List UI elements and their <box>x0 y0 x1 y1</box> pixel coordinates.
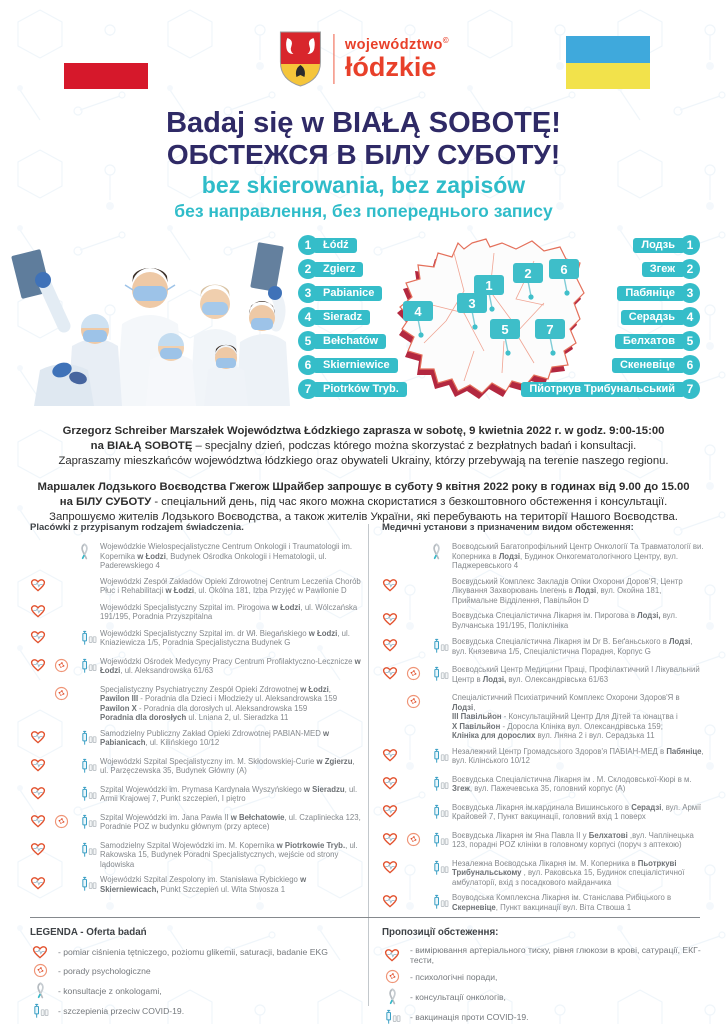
facility-description: Воєводський Центр Медицини Праці, Профілактичний І Лікувальний Центр в Лодзі, вул. Олександрівська 61/63 <box>452 665 700 684</box>
facility-item <box>30 875 364 897</box>
heart-ekg-icon <box>382 776 406 795</box>
logo-text-wojewodztwo: województwo <box>344 36 443 53</box>
city-badge <box>642 259 700 279</box>
facility-item <box>382 859 704 888</box>
legend-item <box>382 988 716 1005</box>
intro-paragraph-ua: Маршалек Лодзького Воєводства Гжегож Шрайбер запрошує в суботу 9 квітня 2022 року в годинах від 9.00 до 15.00 на БІЛУ СУБОТУ - спеціальний день, під час якого можна скористатися з безкоштовного обстеження і консультації. Запрошуємо жителів Лодзького Воєводства, а також жителів України, які перебувають на території Нашого Воєводства. <box>37 481 690 524</box>
heart-ekg-icon <box>30 630 54 649</box>
city-number: 3 <box>298 283 318 303</box>
legend-item-label: - вимірювання артеріального тиску, рівня глюкози в крові, сатурації, ЕКГ-тести, <box>410 945 701 965</box>
city-name: Pabianice <box>313 286 382 301</box>
logo-copyright-mark: © <box>442 35 450 45</box>
heart-ekg-icon <box>382 894 406 913</box>
main-title-ukrainian: ОБСТЕЖСЯ В БІЛУ СУБОТУ! <box>166 139 561 170</box>
heart-ekg-icon <box>382 666 406 685</box>
facility-item <box>382 611 704 631</box>
psychology-head-icon <box>54 658 78 678</box>
facility-description: Воєвудська Спеціалістична Лікарня ім. Пирогова в Лодзі, вул. Вулчанська 191/195, Поліклініка <box>452 611 678 630</box>
psychology-head-icon <box>382 969 402 984</box>
heart-ekg-icon <box>30 814 54 833</box>
psychology-head-icon <box>30 963 50 978</box>
legend-item-label: - konsultacje z onkologami, <box>58 985 162 996</box>
heart-ekg-icon <box>30 730 54 749</box>
city-number: 1 <box>680 235 700 255</box>
facility-description: Воєвудська Спеціалістична Лікарня ім Dr B. Беґаньського в Лодзі, вул. Князевича 1/5, Спеціалістична Порадня, Корпус G <box>452 637 693 656</box>
vaccine-syringe-icon <box>78 758 100 779</box>
oncology-ribbon-icon <box>30 982 50 999</box>
city-name: Пабяніце <box>617 286 685 301</box>
cities-map-band <box>0 228 727 406</box>
vaccine-syringe-icon <box>78 630 100 651</box>
city-name: Лодзь <box>633 238 685 253</box>
facility-item <box>382 747 704 769</box>
svg-text:7: 7 <box>546 322 554 337</box>
facility-item <box>30 841 364 870</box>
logo-divider <box>333 34 334 84</box>
facility-item <box>382 803 704 825</box>
city-name: Згеж <box>642 262 685 277</box>
facility-item <box>30 785 364 807</box>
svg-text:2: 2 <box>524 266 532 281</box>
poland-flag <box>64 36 148 89</box>
legend-item-label: - психологічні поради, <box>410 971 498 982</box>
vaccine-syringe-icon <box>430 804 452 825</box>
city-badge <box>521 379 700 399</box>
city-name: Bełchatów <box>313 334 386 349</box>
logo-wojewodztwo-lodzkie <box>278 30 449 88</box>
vaccine-syringe-icon <box>430 860 452 881</box>
lodzkie-coat-of-arms <box>278 30 322 88</box>
city-number: 6 <box>680 355 700 375</box>
vaccine-syringe-icon <box>78 786 100 807</box>
city-number: 5 <box>298 331 318 351</box>
facility-description: Wojewódzki Zespół Zakładów Opieki Zdrowotnej Centrum Leczenia Chorób Płuc i Rehabilitacji w Łodzi, ul. Okólna 181, Izba Przyjęć w Pawilonie D <box>100 576 361 595</box>
facility-description: Specjalistyczny Psychiatryczny Zespół Opieki Zdrowotnej w Łodzi, Pawilon III - Poradnia dla Dzieci i Młodzieży ul. Aleksandrowska 159 Pawilon X - Poradnia dla dorosłych ul. Aleksandrowska 159 Poradnia dla dorosłych ul. Lniana 2, ul. Sieradzka 11 <box>100 684 338 722</box>
facility-description: Samodzielny Szpital Wojewódzki im. M. Kopernika w Piotrkowie Tryb., ul. Rakowska 15, Budynek Poradni Specjalistycznych, wejście od strony lądowiska <box>100 840 358 869</box>
facility-item <box>30 813 364 835</box>
city-number: 7 <box>298 379 318 399</box>
facility-item <box>382 693 704 741</box>
heart-ekg-icon <box>382 638 406 657</box>
city-name: Łódź <box>313 238 357 253</box>
svg-text:6: 6 <box>560 262 568 277</box>
psychology-head-icon <box>54 686 78 706</box>
heart-ekg-icon <box>30 786 54 805</box>
facility-description: Szpital Wojewódzki im. Prymasa Kardynała Wyszyńskiego w Sieradzu, ul. Armii Krajowej 7, Punkt szczepień, I piętro <box>100 784 358 803</box>
city-badge <box>633 235 700 255</box>
intro-paragraph-pl: Grzegorz Schreiber Marszałek Województwa Łódzkiego zaprasza w sobotę, 9 kwietnia 2022 r. w godz. 9:00-15:00 na BIAŁĄ SOBOTĘ – specjalny dzień, podczas którego można skorzystać z bezpłatnych badań i konsultacji. Zapraszamy mieszkańców województwa łódzkiego oraz obywateli Ukrainy, którzy przebywają na terenie naszego regionu. <box>58 425 669 468</box>
city-badge <box>617 283 700 303</box>
city-list-ua <box>521 235 700 399</box>
facility-item <box>30 603 364 623</box>
city-number: 4 <box>680 307 700 327</box>
facility-item <box>30 577 364 597</box>
oncology-ribbon-icon <box>78 543 100 565</box>
legend-item-label: - pomiar ciśnienia tętniczego, poziomu glikemii, saturacji, badanie EKG <box>58 947 328 957</box>
city-badge <box>298 379 407 399</box>
city-badge <box>298 307 370 327</box>
facility-description: Szpital Wojewódzki im. Jana Pawła II w Bełchatowie, ul. Czapliniecka 123, Poradnie POZ w budynku głównym (przy aptece) <box>100 812 361 831</box>
city-name: Белхатов <box>615 334 685 349</box>
medical-team-photo <box>4 230 294 406</box>
heart-ekg-icon <box>30 578 54 597</box>
facility-description: Samodzielny Publiczny Zakład Opieki Zdrowotnej PABIAN-MED w Pabianicach, ul. Kilińskiego 10/12 <box>100 728 330 747</box>
svg-text:1: 1 <box>485 278 493 293</box>
vaccine-syringe-icon <box>430 894 452 915</box>
svg-text:5: 5 <box>501 322 509 337</box>
city-badge <box>612 355 700 375</box>
city-name: Серадзь <box>621 310 685 325</box>
facilities-section <box>0 522 727 918</box>
city-number: 3 <box>680 283 700 303</box>
legend-item <box>30 963 360 978</box>
vaccine-syringe-icon <box>430 666 452 687</box>
subtitle-polish: bez skierowania, bez zapisów <box>201 172 526 198</box>
city-badge <box>298 235 357 255</box>
facility-description: Спеціалістичний Психіатричний Комплекс Охорони Здоров'Я в Лодзі, ІІІ Павільйон - Консультаційний Центр Для Дітей та юнацтва і Х Павільйон - Доросла Клініка вул. Олександрівська 159; Клініка для дорослих вул. Лняна 2 і вул. Серадзька 11 <box>452 693 680 740</box>
vaccine-syringe-icon <box>78 842 100 863</box>
city-number: 4 <box>298 307 318 327</box>
main-title-polish: Badaj się w BIAŁĄ SOBOTĘ! <box>166 107 561 139</box>
vaccine-syringe-icon <box>382 1009 402 1024</box>
legend-ua-title: Пропозиції обстеження: <box>382 927 499 938</box>
vaccine-syringe-icon <box>78 876 100 897</box>
legend-item <box>30 1003 360 1019</box>
legend-pl-title: LEGENDA - Oferta badań <box>30 927 147 938</box>
city-number: 2 <box>680 259 700 279</box>
facility-item <box>382 637 704 659</box>
vaccine-syringe-icon <box>430 832 452 853</box>
city-number: 1 <box>298 235 318 255</box>
facility-item <box>382 893 704 915</box>
facility-description: Воєвудський Комплекс Закладів Опіки Охорони Доров'Я, Центр Лікування Захворювань Ілегень в Лодзі, вул. Окойна 181, Приймальне Відділення, Павільйон D <box>452 576 683 605</box>
facility-description: Воєводський Багатопрофільний Центр Онкології Та Травматології ви. Коперника в Лодзі, Будинок Онкогематологічного Центру, вул. Паджеревського 4 <box>452 542 704 570</box>
city-name: Пйотркув Трибунальський <box>521 382 685 397</box>
city-badge <box>615 331 700 351</box>
city-badge <box>621 307 700 327</box>
heart-ekg-icon <box>30 876 54 895</box>
facility-item <box>382 775 704 797</box>
city-list-pl <box>298 235 407 399</box>
vaccine-syringe-icon <box>78 814 100 835</box>
heart-ekg-icon <box>30 945 50 959</box>
facility-item <box>30 629 364 651</box>
legend-item-label: - porady psychologiczne <box>58 965 151 976</box>
facility-description: Незалежна Воєводська Лікарня ім. М. Коперника в Пьотркуві Трибунальському , вул. Раковська 15, Будинок спеціалістичної амбулаторії, вхід з посадкового майданчика <box>452 858 685 887</box>
svg-text:3: 3 <box>468 296 476 311</box>
subtitle-ukrainian: без направлення, без попереднього запису <box>174 201 553 221</box>
psychology-head-icon <box>406 666 430 686</box>
city-badge <box>298 283 382 303</box>
vaccine-syringe-icon <box>30 1003 50 1019</box>
oncology-ribbon-icon <box>430 543 452 565</box>
facility-description: Воєвудська Лікарня ім.кардинала Вишинського в Серадзі, вул. Армії Крайовей 7, Пункт вакцинації, головний вхід 1 поверх <box>452 802 702 821</box>
legend-divider-horizontal <box>30 917 700 918</box>
facility-description: Wojewódzki Szpital Zespolony im. Stanisława Rybickiego w Skierniewicach, Punkt Szczepień ul. Wita Stwosza 1 <box>100 875 307 894</box>
heart-ekg-icon <box>382 612 406 631</box>
facility-item <box>30 729 364 751</box>
legend-item <box>382 969 716 984</box>
vaccine-syringe-icon <box>430 748 452 769</box>
heart-ekg-icon <box>382 860 406 879</box>
legend-item-label: - консультації онкологів, <box>410 991 506 1002</box>
legend-item <box>382 1009 716 1024</box>
facilities-right-list <box>382 542 704 915</box>
facility-description: Воєвудська Спеціалістична Лікарня ім . М. Склодовської-Кюрі в м. Згеж, вул. Пажечевська 35, головний корпус (А) <box>452 774 692 793</box>
heart-ekg-icon <box>30 842 54 861</box>
city-name: Skierniewice <box>313 358 398 373</box>
facility-item <box>30 542 364 571</box>
legend-item <box>30 945 360 959</box>
city-number: 2 <box>298 259 318 279</box>
facility-description: Wojewódzki Specjalistyczny Szpital im. Pirogowa w Łodzi, ul. Wólczańska 191/195, Poradnia Przyszpitalna <box>100 602 358 621</box>
city-number: 5 <box>680 331 700 351</box>
heart-ekg-icon <box>30 758 54 777</box>
heart-ekg-icon <box>382 804 406 823</box>
svg-text:4: 4 <box>414 304 422 319</box>
facility-description: Wojewódzki Specjalistyczny Szpital im. dr Wł. Biegańskiego w Łodzi, ul. Kniaziewicza 1/5, Poradnia Specjalistyczna Budynek G <box>100 628 350 647</box>
vaccine-syringe-icon <box>78 730 100 751</box>
legend-item <box>30 982 360 999</box>
city-number: 7 <box>680 379 700 399</box>
city-name: Zgierz <box>313 262 363 277</box>
city-badge <box>298 331 386 351</box>
facility-description: Воєвудська Лікарня ім Яна Павла ІІ у Белхатові ,вул. Чаплінецька 123, порадні POZ клініки в головному корпусі (поруч з аптекою) <box>452 830 694 849</box>
legend-item <box>382 945 716 965</box>
facility-item <box>382 665 704 687</box>
facilities-right-heading: Медичні установи з призначеним видом обстеження: <box>382 522 634 533</box>
city-name: Скеневіце <box>612 358 685 373</box>
facility-item <box>382 577 704 606</box>
oncology-ribbon-icon <box>382 988 402 1005</box>
logo-text-lodzkie: łódzkie <box>344 52 437 83</box>
facility-description: Воуводська Комплексна Лікарня ім. Станіслава Рибіцького в Скерневіце, Пункт вакцинації вул. Віта Ствоша 1 <box>452 893 672 912</box>
city-badge <box>298 259 363 279</box>
facility-description: Wojewódzkie Wielospecjalistyczne Centrum Onkologii i Traumatologii im. Kopernika w Łodzi, Budynek Ośrodka Onkologii i Hematologii, ul. Paderewskiego 4 <box>100 542 353 570</box>
legend-ua <box>382 927 716 1024</box>
psychology-head-icon <box>406 832 430 852</box>
legend-item-label: - вакцинація проти COVID-19. <box>410 1012 529 1022</box>
column-divider-vertical <box>368 524 369 1006</box>
facilities-left-heading: Placówki z przypisanym rodzajem świadczenia. <box>30 522 244 533</box>
facility-item <box>30 657 364 679</box>
heart-ekg-icon <box>382 578 406 597</box>
city-number: 6 <box>298 355 318 375</box>
facility-item <box>382 831 704 853</box>
heart-ekg-icon <box>30 604 54 623</box>
city-badge <box>298 355 398 375</box>
vaccine-syringe-icon <box>430 638 452 659</box>
heart-ekg-icon <box>382 748 406 767</box>
psychology-head-icon <box>54 814 78 834</box>
facility-item <box>30 685 364 723</box>
vaccine-syringe-icon <box>78 658 100 679</box>
legend-item-label: - szczepienia przeciw COVID-19. <box>58 1006 185 1016</box>
legend-pl <box>30 927 360 1023</box>
facilities-left-list <box>30 542 364 897</box>
heart-ekg-icon <box>382 948 402 962</box>
psychology-head-icon <box>406 694 430 714</box>
facility-description: Wojewódzki Ośrodek Medycyny Pracy Centrum Profilaktyczno-Lecznicze w Łodzi, ul. Aleksandrowska 61/63 <box>100 656 361 675</box>
city-name: Piotrków Tryb. <box>313 382 407 397</box>
city-name: Sieradz <box>313 310 370 325</box>
facility-description: Wojewódzki Szpital Specjalistyczny im. M. Skłodowskiej-Curie w Zgierzu, ul. Parzęczewska 35, Budynek Główny (A) <box>100 756 355 775</box>
facility-item <box>382 542 704 571</box>
heart-ekg-icon <box>30 658 54 677</box>
facility-item <box>30 757 364 779</box>
vaccine-syringe-icon <box>430 776 452 797</box>
heart-ekg-icon <box>382 832 406 851</box>
ukraine-flag <box>566 36 650 89</box>
facility-description: Незалежний Центр Громадського Здоров'я ПАБІАН-МЕД в Пабяніце, вул. Кілінського 10/12 <box>452 746 704 765</box>
